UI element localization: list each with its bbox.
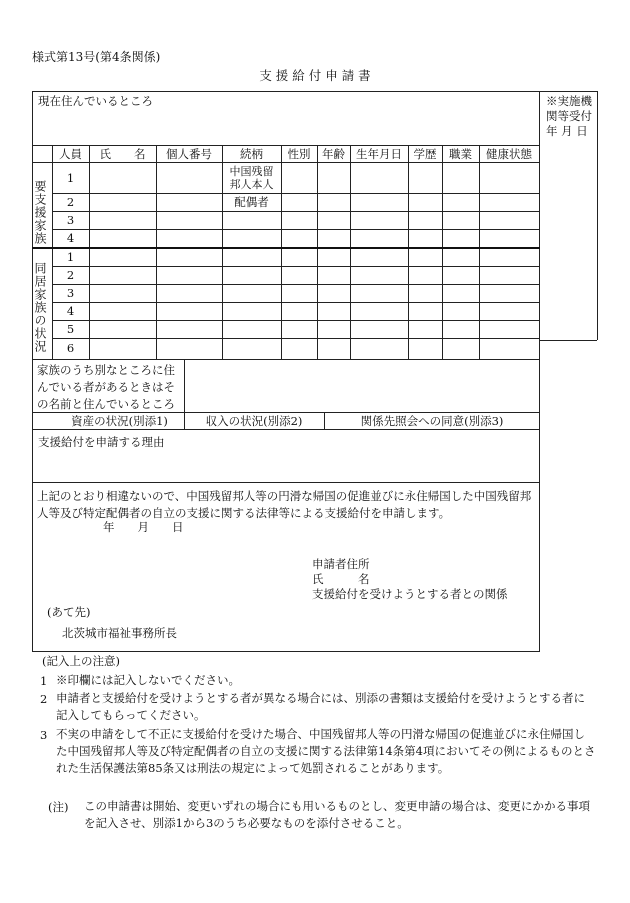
col-sex: 性別 <box>287 147 311 161</box>
note-number: 2 <box>40 692 48 706</box>
addressee: 北茨城市福祉事務所長 <box>62 626 177 640</box>
applicant-name-label: 氏 名 <box>312 572 370 586</box>
stamp-line-2: 関等受付 <box>546 109 592 123</box>
stamp-line-1: ※実施機 <box>546 94 592 108</box>
current-address-label: 現在住んでいるところ <box>38 94 153 108</box>
applicant-address-label: 申請者住所 <box>312 557 370 571</box>
remark-text: この申請書は開始、変更いずれの場合にも用いるものとし、変更申請の場合は、変更にかかる事項を記入させ、別添1から3のうち必要なものを添付させること。 <box>84 799 590 830</box>
declaration-text: 上記のとおり相違ないので、中国残留邦人等の円滑な帰国の促進並びに永住帰国した中国残留邦人等及び特定配偶者の自立の支援に関する法律等による支援給付を申請します。 <box>37 489 532 520</box>
relation-spouse: 配偶者 <box>234 195 269 209</box>
attachment-assets: 資産の状況(別添1) <box>71 414 168 428</box>
application-date: 年 月 日 <box>103 520 184 534</box>
relationship-label: 支援給付を受けようとする者との関係 <box>312 587 508 601</box>
col-members: 人員 <box>59 147 82 161</box>
row-number: 3 <box>66 286 75 300</box>
addressee-label: (あて先) <box>47 605 91 619</box>
note-number: 3 <box>40 728 48 742</box>
attachment-consent: 関係先照会への同意(別添3) <box>360 414 504 428</box>
row-number: 1 <box>66 171 75 185</box>
col-relation: 続柄 <box>240 147 263 161</box>
group-support-family-label: 要支援家族 <box>33 180 47 245</box>
col-name: 氏 名 <box>99 147 146 161</box>
note-text: 申請者と支援給付を受けようとする者が異なる場合には、別添の書類は支援給付を受けようとする者に記入してもらってください。 <box>56 691 585 722</box>
form-title: 支 援 給 付 申 請 書 <box>259 68 371 83</box>
note-number: 1 <box>40 674 48 688</box>
col-education: 学歴 <box>413 147 437 161</box>
row-number: 2 <box>66 268 75 282</box>
remark-label: (注) <box>48 800 69 814</box>
row-number: 4 <box>66 231 75 245</box>
group-cohabiting-family-label: 同居家族の状況 <box>33 262 47 353</box>
note-text: 不実の申請をして不正に支援給付を受けた場合、中国残留邦人等の円滑な帰国の促進並びに永住帰国した中国残留邦人等及び特定配偶者の自立の支援に関する法律第14条第4項においてその例によるものとされた生活保護法第85条又は刑法の規定によって処罰されることがあります。 <box>56 727 596 775</box>
address-row-divider <box>32 145 540 146</box>
col-occupation: 職業 <box>449 147 472 161</box>
relation-self-line1: 中国残留 <box>229 165 274 178</box>
col-birthdate: 生年月日 <box>356 147 402 161</box>
row-number: 3 <box>66 213 75 227</box>
row-number: 5 <box>66 322 75 336</box>
row-number: 1 <box>66 250 75 264</box>
row-number: 6 <box>66 341 75 355</box>
col-id-number: 個人番号 <box>166 147 212 161</box>
row-number: 4 <box>66 304 75 318</box>
relation-self-line2: 邦人本人 <box>229 178 274 191</box>
row-number: 2 <box>66 195 75 209</box>
notes-heading: (記入上の注意) <box>42 654 120 668</box>
col-health: 健康状態 <box>486 147 532 161</box>
note-text: ※印欄には記入しないでください。 <box>56 673 240 687</box>
form-number: 様式第13号(第4条関係) <box>32 50 161 64</box>
separate-residence-label: 家族のうち別なところに住んでいる者があるときはその名前と住んでいるところ <box>37 363 175 411</box>
col-age: 年齢 <box>322 147 345 161</box>
attachment-income: 収入の状況(別添2) <box>205 414 303 428</box>
reason-label: 支援給付を申請する理由 <box>38 435 165 449</box>
stamp-line-3: 年 月 日 <box>546 124 588 138</box>
